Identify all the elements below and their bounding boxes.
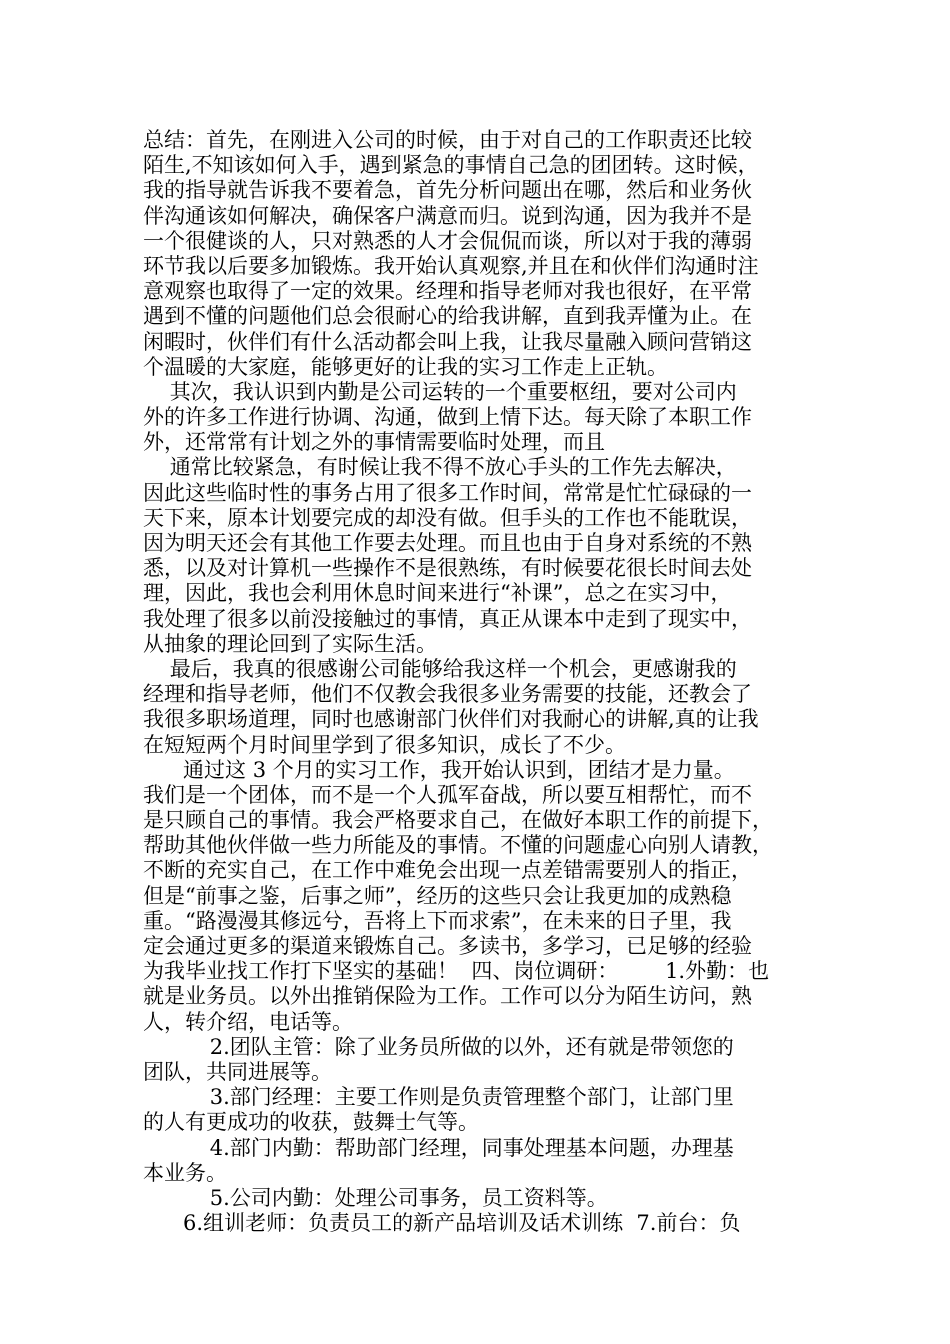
text-line: 是只顾自己的事情。我会严格要求自己，在做好本职工作的前提下，: [143, 808, 773, 833]
text-line: 理，因此，我也会利用休息时间来进行“补课”，总之在实习中，: [143, 581, 732, 606]
text-line: 天下来，原本计划要完成的却没有做。但手头的工作也不能耽误，: [143, 505, 752, 530]
text-line: 本业务。: [143, 1160, 227, 1185]
text-line: 因此这些临时性的事务占用了很多工作时间，常常是忙忙碌碌的一: [143, 480, 752, 505]
text-line: 就是业务员。以外出推销保险为工作。工作可以分为陌生访问，熟: [143, 984, 752, 1009]
text-line: 帮助其他伙伴做一些力所能及的事情。不懂的问题虚心向别人请教，: [143, 833, 773, 858]
text-line: 伴沟通该如何解决，确保客户满意而归。说到沟通，因为我并不是: [143, 203, 752, 228]
text-line: 个温暖的大家庭，能够更好的让我的实习工作走上正轨。: [143, 354, 668, 379]
text-line: 2.团队主管：除了业务员所做的以外，还有就是带领您的: [143, 1034, 734, 1059]
text-line: 不断的充实自己，在工作中难免会出现一点差错需要别人的指正，: [143, 858, 752, 883]
body-text: [143, 128, 808, 1236]
text-line: 人，转介绍，电话等。: [143, 1009, 353, 1034]
text-line: 环节我以后要多加锻炼。我开始认真观察,并且在和伙伴们沟通时注: [143, 253, 759, 278]
text-line: 但是“前事之鉴，后事之师”，经历的这些只会让我更加的成熟稳: [143, 883, 732, 908]
text-line: 其次，我认识到内勤是公司运转的一个重要枢纽，要对公司内: [143, 379, 737, 404]
text-line: 在短短两个月时间里学到了很多知识，成长了不少。: [143, 732, 626, 757]
text-line: 为我毕业找工作打下坚实的基础！ 四、岗位调研： 1.外勤：也: [143, 959, 770, 984]
text-line: 4.部门内勤：帮助部门经理，同事处理基本问题，办理基: [143, 1135, 734, 1160]
text-line: 一个很健谈的人，只对熟悉的人才会侃侃而谈，所以对于我的薄弱: [143, 228, 752, 253]
text-line: 因为明天还会有其他工作要去处理。而且也由于自身对系统的不熟: [143, 531, 752, 555]
text-line: 我的指导就告诉我不要着急，首先分析问题出在哪，然后和业务伙: [143, 178, 752, 203]
text-line: 意观察也取得了一定的效果。经理和指导老师对我也很好，在平常: [143, 279, 752, 304]
text-line: 3.部门经理：主要工作则是负责管理整个部门，让部门里: [143, 1085, 734, 1110]
text-line: 从抽象的理论回到了实际生活。: [143, 631, 437, 656]
text-line: 团队，共同进展等。: [143, 1059, 332, 1084]
text-line: 我处理了很多以前没接触过的事情，真正从课本中走到了现实中，: [143, 606, 752, 631]
text-line: 重。“路漫漫其修远兮，吾将上下而求索”，在未来的日子里，我: [143, 908, 732, 933]
text-line: 总结：首先，在刚进入公司的时候，由于对自己的工作职责还比较: [143, 128, 752, 152]
text-line: 外的许多工作进行协调、沟通，做到上情下达。每天除了本职工作: [143, 405, 752, 430]
text-line: 闲暇时，伙伴们有什么活动都会叫上我，让我尽量融入顾问营销这: [143, 329, 752, 354]
text-line: 5.公司内勤：处理公司事务，员工资料等。: [143, 1185, 608, 1210]
text-line: 6.组训老师：负责员工的新产品培训及话术训练 7.前台：负: [143, 1211, 741, 1236]
text-line: 陌生,不知该如何入手，遇到紧急的事情自己急的团团转。这时候，: [143, 153, 759, 178]
text-line: 通常比较紧急，有时候让我不得不放心手头的工作先去解决，: [143, 455, 737, 480]
text-line: 通过这 3 个月的实习工作，我开始认识到，团结才是力量。: [143, 757, 735, 782]
text-line: 定会通过更多的渠道来锻炼自己。多读书，多学习，已足够的经验: [143, 934, 752, 958]
text-line: 的人有更成功的收获，鼓舞士气等。: [143, 1110, 479, 1135]
text-line: 我很多职场道理，同时也感谢部门伙伴们对我耐心的讲解,真的让我: [143, 707, 759, 732]
text-line: 外，还常常有计划之外的事情需要临时处理，而且: [143, 430, 605, 455]
text-line: 遇到不懂的问题他们总会很耐心的给我讲解，直到我弄懂为止。在: [143, 304, 752, 329]
text-line: 悉，以及对计算机一些操作不是很熟练，有时候要花很长时间去处: [143, 556, 752, 581]
text-line: 我们是一个团体，而不是一个人孤军奋战，所以要互相帮忙，而不: [143, 782, 752, 807]
text-line: 最后，我真的很感谢公司能够给我这样一个机会，更感谢我的: [143, 656, 737, 681]
text-line: 经理和指导老师，他们不仅教会我很多业务需要的技能，还教会了: [143, 682, 752, 707]
